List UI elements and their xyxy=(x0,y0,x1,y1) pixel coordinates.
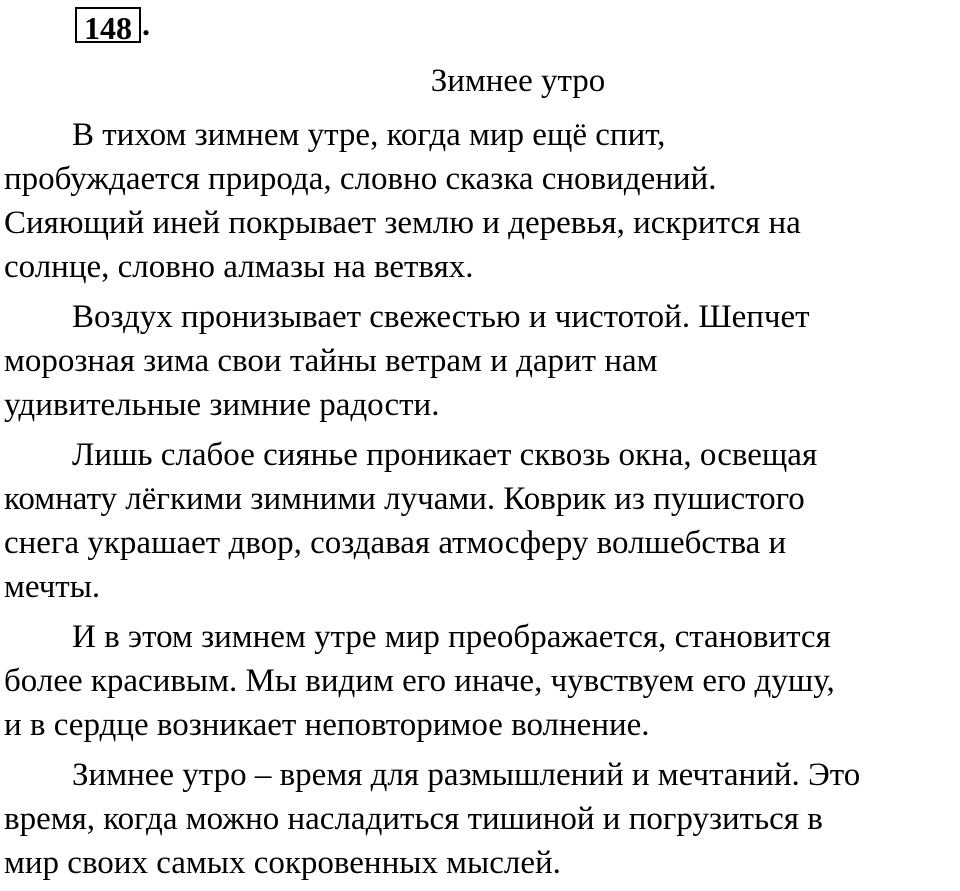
text-line: пробуждается природа, словно сказка сновидений. xyxy=(4,161,717,197)
paragraph xyxy=(4,615,959,747)
paragraph xyxy=(4,753,959,885)
paragraph xyxy=(4,433,959,609)
text-line: комнату лёгкими зимними лучами. Коврик из пушистого xyxy=(4,481,805,517)
text-line: снега украшает двор, создавая атмосферу волшебства и xyxy=(4,525,787,561)
text-line: мечты. xyxy=(4,569,101,605)
text-line: Сияющий иней покрывает землю и деревья, искрится на xyxy=(4,205,801,241)
exercise-number xyxy=(75,5,150,46)
text-line: мир своих самых сокровенных мыслей. xyxy=(4,845,561,881)
text-line: В тихом зимнем утре, когда мир ещё спит, xyxy=(72,117,666,153)
text-line: Зимнее утро – время для размышлений и мечтаний. Это xyxy=(72,757,861,793)
paragraph xyxy=(4,295,959,427)
text-line: морозная зима свои тайны ветрам и дарит нам xyxy=(4,343,658,379)
text-line: И в этом зимнем утре мир преображается, становится xyxy=(72,619,831,655)
exercise-number-box: 148 xyxy=(75,7,141,43)
text-line: Лишь слабое сиянье проникает сквозь окна, освещая xyxy=(72,437,818,473)
text-line: Воздух пронизывает свежестью и чистотой. Шепчет xyxy=(72,299,810,335)
paragraph xyxy=(4,113,959,289)
text-line: и в сердце возникает неповторимое волнение. xyxy=(4,707,650,743)
body-text xyxy=(4,113,959,891)
text-line: удивительные зимние радости. xyxy=(4,387,440,423)
text-line: солнце, словно алмазы на ветвях. xyxy=(4,249,474,285)
exercise-number-dot: . xyxy=(142,6,150,42)
page-title: Зимнее утро xyxy=(430,63,606,99)
text-line: время, когда можно насладиться тишиной и погрузиться в xyxy=(4,801,823,837)
text-line: более красивым. Мы видим его иначе, чувствуем его душу, xyxy=(4,663,835,699)
